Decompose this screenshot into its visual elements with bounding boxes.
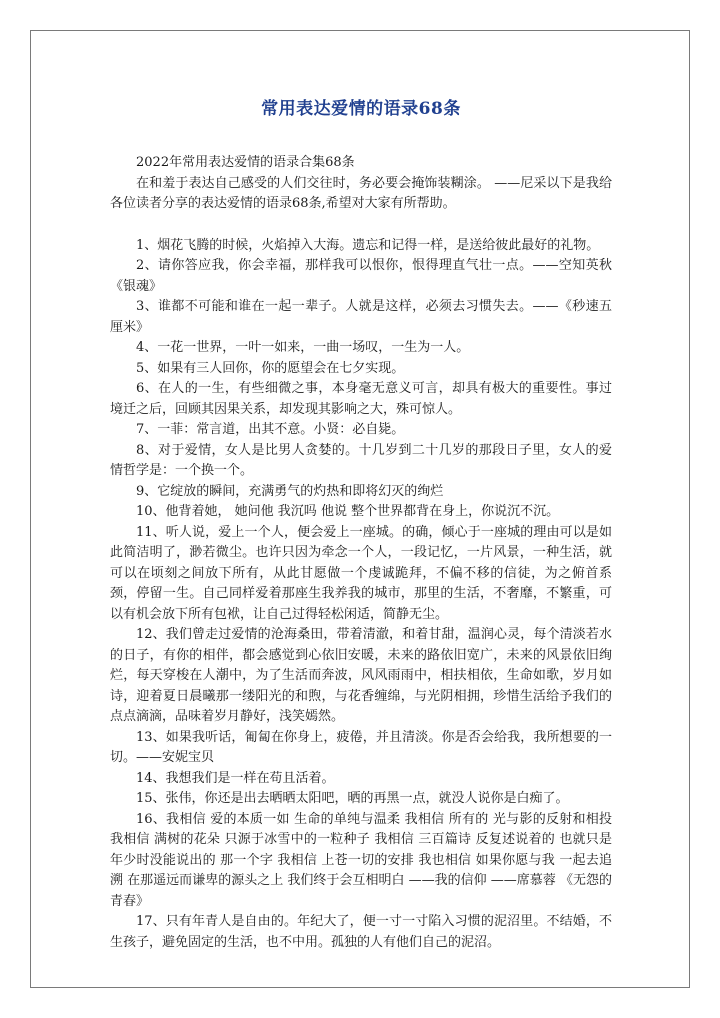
quote-item: 1、烟花飞腾的时候，火焰掉入大海。遗忘和记得一样，是送给彼此最好的礼物。 bbox=[136, 237, 600, 253]
quote-item: 12、我们曾走过爱情的沧海桑田，带着清澈，和着甘甜，温润心灵，每个清淡若水的日子，有你的相伴，都会感觉到心依旧安暖，未来的路依旧宽广，未来的风景依旧绚烂，每天穿梭在人潮中，为了生活而奔波，风风雨雨中，相扶相依，生命如歌，岁月如诗，迎着夏日晨曦那一缕阳光的和煦，与花香缠绵，与光阴相拥，珍惜生活给予我们的点点滴滴，品味着岁月静好，浅笑嫣然。 bbox=[110, 627, 612, 724]
quote-item: 11、听人说，爱上一个人，便会爱上一座城。的确，倾心于一座城的理由可以是如此简洁明了，渺若微尘。也许只因为牵念一个人，一段记忆，一片风景，一种生活，就可以在顷刻之间放下所有，从此甘愿做一个虔诚跪拜，不偏不移的信徒，为之俯首系颈，停留一生。自己同样爱着那座生我养我的城市，那里的生活，不奢靡，不繁重，可以有机会放下所有包袱，让自己过得轻松闲适，简静无尘。 bbox=[110, 524, 612, 622]
quote-item: 7、一菲：常言道，出其不意。小贤：必自毙。 bbox=[136, 422, 405, 437]
intro-line: 2022年常用表达爱情的语录合集68条 bbox=[136, 155, 355, 170]
intro-line: 在和羞于表达自己感受的人们交往时，务必要会掩饰装糊涂。 ——尼采以下是我给各位读者分享的表达爱情的语录68条,希望对大家有所帮助。 bbox=[110, 175, 612, 211]
quote-item: 3、谁都不可能和谁在一起一辈子。人就是这样，必须去习惯失去。——《秒速五厘米》 bbox=[110, 299, 612, 335]
quote-item: 4、一花一世界，一叶一如来，一曲一场叹，一生为一人。 bbox=[136, 340, 470, 355]
quote-item: 15、张伟，你还是出去晒晒太阳吧，晒的再黑一点，就没人说你是白痴了。 bbox=[136, 791, 569, 806]
document-title: 常用表达爱情的语录68条 bbox=[261, 99, 461, 119]
quote-item: 9、它绽放的瞬间，充满勇气的灼热和即将幻灭的绚烂 bbox=[136, 483, 444, 499]
quote-item: 8、对于爱情，女人是比男人贪婪的。十几岁到二十几岁的那段日子里，女人的爱情哲学是：一个换一个。 bbox=[110, 442, 612, 478]
quote-item: 16、我相信 爱的本质一如 生命的单纯与温柔 我相信 所有的 光与影的反射和相投 我相信 满树的花朵 只源于冰雪中的一粒种子 我相信 三百篇诗 反复述说着的 也就只是 年少时没能说出的 那一个字 我相信 上苍一切的安排 我也相信 如果你愿与我 一起去追溯 在那遥远而谦卑的源头之上 我们终于会互相明白 ——我的信仰 ——席慕蓉 《无怨的青春》 bbox=[110, 811, 612, 909]
quote-item: 13、如果我听话，匍匐在你身上，疲倦，并且清淡。你是否会给我，我所想要的一切。——安妮宝贝 bbox=[110, 729, 612, 765]
quote-item: 6、在人的一生，有些细微之事，本身毫无意义可言，却具有极大的重要性。事过境迁之后，回顾其因果关系，却发现其影响之大，殊可惊人。 bbox=[110, 381, 612, 417]
quote-item: 2、请你答应我，你会幸福，那样我可以恨你，恨得理直气壮一点。——空知英秋《银魂》 bbox=[110, 258, 612, 294]
quote-item: 5、如果有三人回你，你的愿望会在七夕实现。 bbox=[136, 360, 405, 376]
document-body bbox=[110, 84, 612, 953]
quote-item: 14、我想我们是一样在苟且活着。 bbox=[136, 770, 335, 786]
quote-item: 10、他背着她， 她问他 我沉吗 他说 整个世界都背在身上，你说沉不沉。 bbox=[136, 504, 560, 519]
intro-section bbox=[110, 153, 612, 215]
quote-list bbox=[110, 236, 612, 954]
quote-item: 17、只有年青人是自由的。年纪大了，便一寸一寸陷入习惯的泥沼里。不结婚，不生孩子，避免固定的生活，也不中用。孤独的人有他们自己的泥沼。 bbox=[110, 914, 612, 950]
